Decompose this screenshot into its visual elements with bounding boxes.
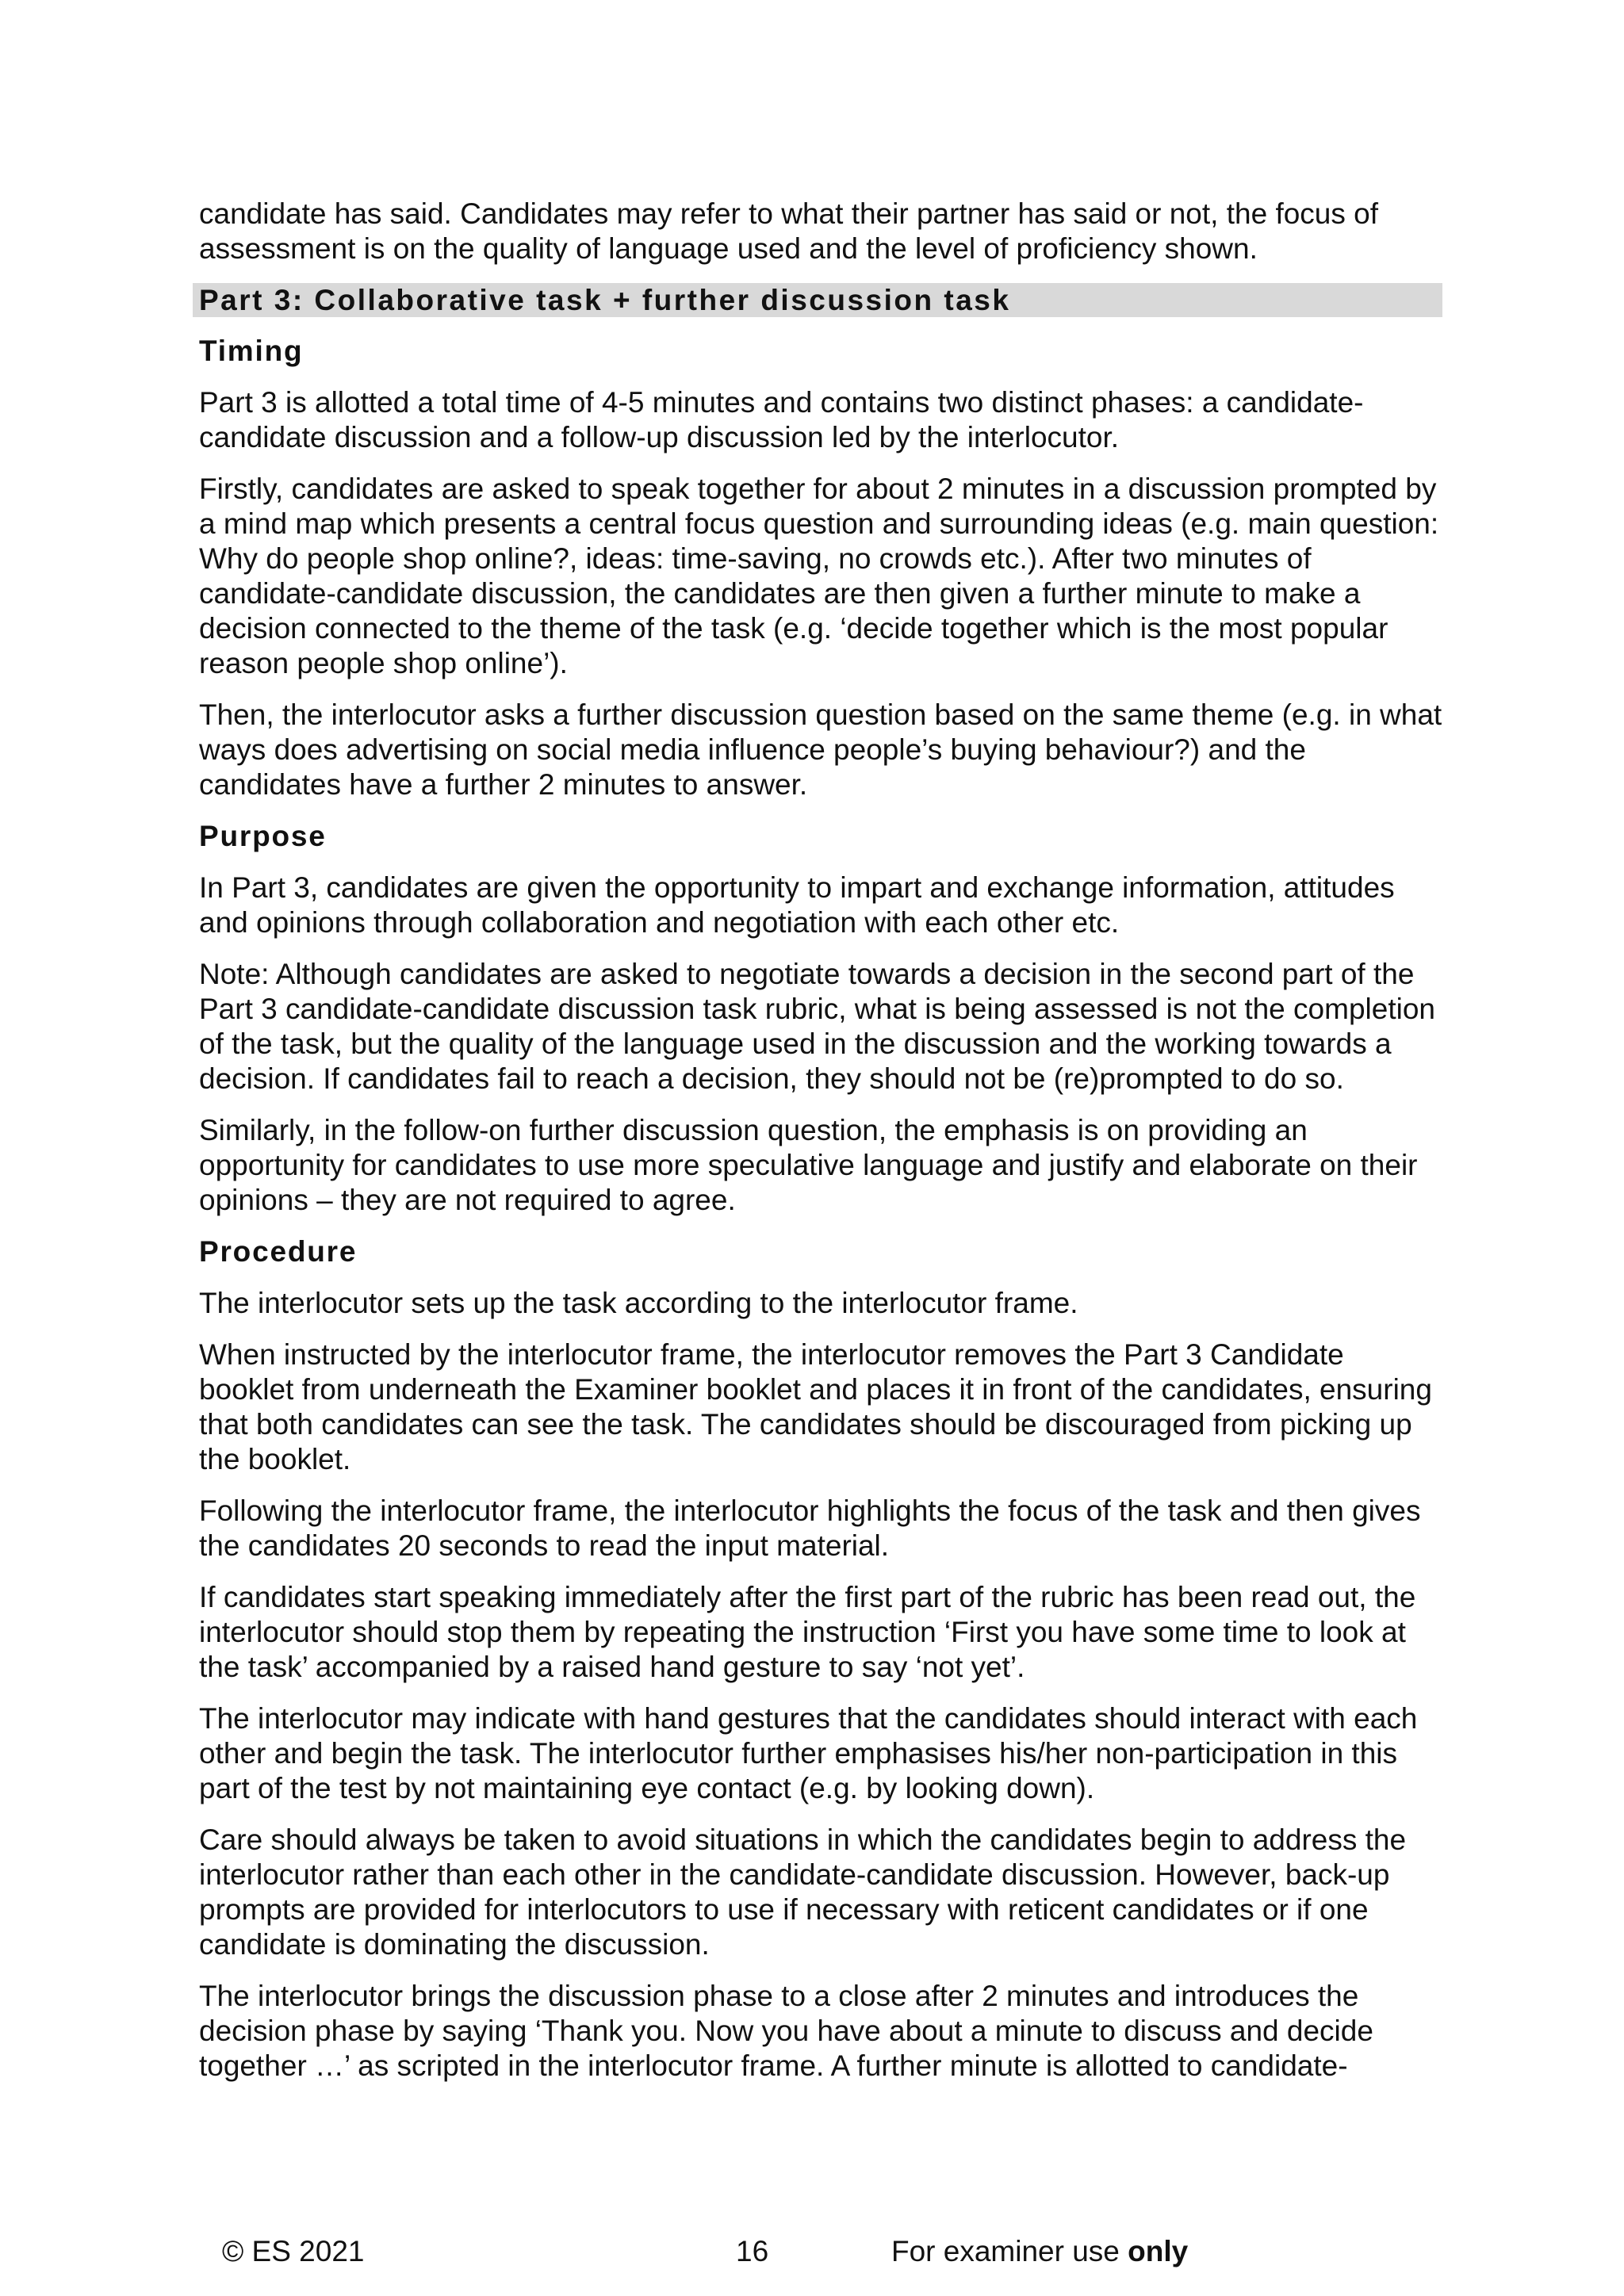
purpose-heading: Purpose <box>199 820 327 852</box>
timing-paragraph: Firstly, candidates are asked to speak together for about 2 minutes in a discussion prompted by a mind map which presents a central focus question and surrounding ideas (e.g. main question: Why do people shop online?, ideas: time-saving, no crowds etc.). After two minutes of candidate-candidate discussion, the candidates are then given a further minute to make a decision connected to the theme of the task (e.g. ‘decide together which is the most popular reason people shop online’). <box>199 473 1439 679</box>
procedure-heading: Procedure <box>199 1235 358 1268</box>
footer-page-number: 16 <box>736 2235 769 2267</box>
timing-paragraph: Then, the interlocutor asks a further discussion question based on the same theme (e.g. in what ways does advertising on social media influence people’s buying behaviour?) and the candidates have a further 2 minutes to answer. <box>199 698 1442 801</box>
procedure-paragraph: The interlocutor may indicate with hand gestures that the candidates should interact with each other and begin the task. The interlocutor further emphasises his/her non-participation in this part of the test by not maintaining eye contact (e.g. by looking down). <box>199 1702 1418 1804</box>
purpose-paragraph: Note: Although candidates are asked to negotiate towards a decision in the second part of the Part 3 candidate-candidate discussion task rubric, what is being assessed is not the completion of the task, but the quality of the language used in the discussion and the working towards a decision. If candidates fail to reach a decision, they should not be (re)prompted to do so. <box>199 958 1435 1095</box>
footer-copyright: © ES 2021 <box>222 2235 365 2267</box>
procedure-paragraph: When instructed by the interlocutor frame, the interlocutor removes the Part 3 Candidate booklet from underneath the Examiner booklet and places it in front of the candidates, ensuring that both candidates can see the task. The candidates should be discouraged from picking up the booklet. <box>199 1338 1432 1475</box>
procedure-paragraph: The interlocutor sets up the task according to the interlocutor frame. <box>199 1287 1078 1319</box>
timing-heading: Timing <box>199 335 304 367</box>
purpose-paragraph: In Part 3, candidates are given the opportunity to impart and exchange information, attitudes and opinions through collaboration and negotiation with each other etc. <box>199 871 1395 939</box>
footer-usage-prefix: For examiner use <box>891 2235 1128 2267</box>
section-title: Part 3: Collaborative task + further discussion task <box>199 284 1011 316</box>
procedure-paragraph: The interlocutor brings the discussion phase to a close after 2 minutes and introduces the decision phase by saying ‘Thank you. Now you have about a minute to discuss and decide together …’ as scripted in the interlocutor frame. A further minute is allotted to candidate- <box>199 1980 1373 2082</box>
section-heading-bar <box>193 283 1442 317</box>
timing-paragraph: Part 3 is allotted a total time of 4-5 minutes and contains two distinct phases: a candidate-candidate discussion and a follow-up discussion led by the interlocutor. <box>199 386 1364 453</box>
footer-usage-emphasis: only <box>1128 2235 1189 2267</box>
intro-paragraph: candidate has said. Candidates may refer to what their partner has said or not, the focus of assessment is on the quality of language used and the level of proficiency shown. <box>199 197 1379 265</box>
procedure-paragraph: If candidates start speaking immediately after the first part of the rubric has been read out, the interlocutor should stop them by repeating the instruction ‘First you have some time to look at the task’ accompanied by a raised hand gesture to say ‘not yet’. <box>199 1581 1416 1683</box>
footer-usage-note <box>891 2234 1188 2269</box>
procedure-paragraph: Following the interlocutor frame, the interlocutor highlights the focus of the task and then gives the candidates 20 seconds to read the input material. <box>199 1494 1421 1562</box>
procedure-paragraph: Care should always be taken to avoid situations in which the candidates begin to address the interlocutor rather than each other in the candidate-candidate discussion. However, back-up prompts are provided for interlocutors to use if necessary with reticent candidates or if one candidate is dominating the discussion. <box>199 1823 1407 1961</box>
page-body <box>199 197 1444 2084</box>
purpose-paragraph: Similarly, in the follow-on further discussion question, the emphasis is on providing an opportunity for candidates to use more speculative language and justify and elaborate on their opinions – they are not required to agree. <box>199 1114 1418 1216</box>
